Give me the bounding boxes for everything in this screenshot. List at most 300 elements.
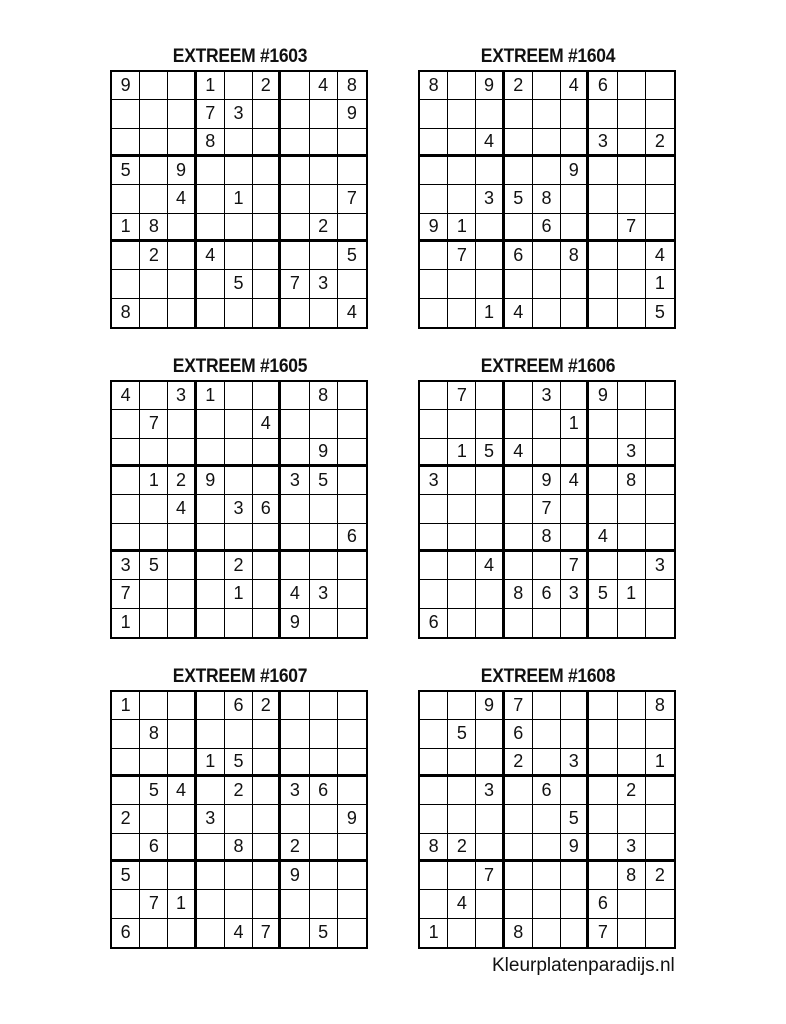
sudoku-cell — [310, 299, 338, 327]
sudoku-cell — [646, 72, 674, 100]
sudoku-cell — [338, 382, 366, 410]
sudoku-cell — [533, 919, 561, 947]
sudoku-cell — [338, 919, 366, 947]
sudoku-cell — [618, 609, 646, 637]
sudoku-cell — [476, 467, 504, 495]
sudoku-cell — [448, 609, 476, 637]
sudoku-cell — [112, 890, 140, 918]
sudoku-cell: 2 — [618, 777, 646, 805]
puzzle-1603 — [110, 44, 370, 329]
sudoku-cell — [646, 609, 674, 637]
sudoku-cell — [140, 270, 168, 298]
sudoku-cell: 5 — [225, 749, 253, 777]
sudoku-cell: 1 — [646, 270, 674, 298]
sudoku-cell — [420, 862, 448, 890]
sudoku-cell: 6 — [338, 524, 366, 552]
sudoku-cell — [281, 805, 309, 833]
sudoku-cell — [197, 270, 225, 298]
sudoku-cell — [561, 214, 589, 242]
sudoku-cell — [618, 100, 646, 128]
sudoku-cell — [197, 777, 225, 805]
sudoku-cell: 5 — [112, 157, 140, 185]
sudoku-cell — [310, 805, 338, 833]
sudoku-cell — [253, 129, 281, 157]
sudoku-cell: 1 — [225, 185, 253, 213]
sudoku-cell — [338, 495, 366, 523]
puzzle-title: EXTREEM #1608 — [480, 666, 616, 687]
sudoku-cell — [618, 242, 646, 270]
sudoku-cell — [253, 524, 281, 552]
sudoku-cell — [476, 890, 504, 918]
sudoku-cell — [618, 495, 646, 523]
sudoku-cell: 8 — [140, 214, 168, 242]
sudoku-cell — [420, 552, 448, 580]
sudoku-cell: 1 — [197, 72, 225, 100]
sudoku-cell — [448, 467, 476, 495]
sudoku-cell — [533, 720, 561, 748]
sudoku-cell — [168, 129, 196, 157]
sudoku-cell — [533, 129, 561, 157]
sudoku-cell: 9 — [168, 157, 196, 185]
sudoku-cell: 4 — [476, 552, 504, 580]
sudoku-cell — [112, 439, 140, 467]
sudoku-cell — [140, 805, 168, 833]
sudoku-cell — [420, 692, 448, 720]
sudoku-cell — [618, 157, 646, 185]
sudoku-cell — [561, 524, 589, 552]
sudoku-cell — [533, 692, 561, 720]
sudoku-cell: 3 — [225, 100, 253, 128]
sudoku-cell: 3 — [281, 777, 309, 805]
sudoku-cell — [505, 552, 533, 580]
sudoku-cell: 1 — [112, 609, 140, 637]
sudoku-cell — [589, 410, 617, 438]
sudoku-cell — [589, 609, 617, 637]
sudoku-cell — [225, 157, 253, 185]
sudoku-cell — [168, 242, 196, 270]
sudoku-cell: 9 — [476, 72, 504, 100]
sudoku-cell: 9 — [476, 692, 504, 720]
sudoku-cell: 2 — [253, 692, 281, 720]
sudoku-cell: 4 — [589, 524, 617, 552]
sudoku-cell — [112, 834, 140, 862]
sudoku-cell — [253, 185, 281, 213]
puzzle-title: EXTREEM #1606 — [480, 356, 616, 377]
sudoku-cell — [618, 72, 646, 100]
sudoku-cell — [476, 749, 504, 777]
sudoku-cell — [281, 242, 309, 270]
sudoku-cell: 4 — [476, 129, 504, 157]
sudoku-cell: 9 — [589, 382, 617, 410]
sudoku-cell — [448, 299, 476, 327]
sudoku-cell — [338, 862, 366, 890]
sudoku-cell: 7 — [618, 214, 646, 242]
puzzle-1605 — [110, 354, 370, 639]
sudoku-cell: 6 — [253, 495, 281, 523]
sudoku-cell — [140, 919, 168, 947]
sudoku-cell — [281, 100, 309, 128]
puzzle-title: EXTREEM #1604 — [480, 46, 616, 67]
sudoku-cell: 5 — [654, 302, 665, 323]
sudoku-cell — [646, 580, 674, 608]
sudoku-cell: 7 — [281, 270, 309, 298]
sudoku-cell: 4 — [197, 242, 225, 270]
sudoku-cell: 4 — [561, 467, 589, 495]
sudoku-cell — [505, 129, 533, 157]
sudoku-cell: 1 — [112, 692, 140, 720]
sudoku-cell — [533, 270, 561, 298]
sudoku-cell: 4 — [310, 72, 338, 100]
sudoku-cell — [197, 185, 225, 213]
sudoku-cell — [589, 299, 617, 327]
sudoku-cell — [420, 299, 448, 327]
sudoku-grid — [110, 690, 368, 949]
sudoku-cell — [561, 299, 589, 327]
sudoku-cell — [253, 157, 281, 185]
sudoku-cell — [589, 720, 617, 748]
sudoku-cell — [197, 580, 225, 608]
sudoku-cell — [505, 270, 533, 298]
sudoku-cell: 8 — [533, 524, 561, 552]
sudoku-cell — [197, 495, 225, 523]
sudoku-cell: 6 — [533, 580, 561, 608]
sudoku-cell: 7 — [140, 410, 168, 438]
sudoku-cell — [168, 749, 196, 777]
sudoku-cell: 7 — [448, 242, 476, 270]
sudoku-cell — [197, 524, 225, 552]
sudoku-cell — [420, 129, 448, 157]
sudoku-cell — [561, 100, 589, 128]
sudoku-cell: 4 — [225, 919, 253, 947]
sudoku-cell — [476, 720, 504, 748]
sudoku-cell — [420, 100, 448, 128]
sudoku-cell — [646, 919, 674, 947]
sudoku-cell — [561, 382, 589, 410]
sudoku-cell — [589, 439, 617, 467]
sudoku-cell — [168, 805, 196, 833]
sudoku-cell: 6 — [533, 214, 561, 242]
sudoku-cell: 8 — [420, 72, 448, 100]
sudoku-cell — [533, 72, 561, 100]
sudoku-cell — [253, 439, 281, 467]
sudoku-cell — [448, 580, 476, 608]
sudoku-cell: 1 — [197, 382, 225, 410]
sudoku-cell — [310, 609, 338, 637]
sudoku-cell: 9 — [338, 805, 366, 833]
sudoku-cell — [168, 72, 196, 100]
sudoku-cell: 2 — [448, 834, 476, 862]
sudoku-cell: 8 — [140, 720, 168, 748]
sudoku-cell: 9 — [338, 100, 366, 128]
sudoku-cell — [420, 242, 448, 270]
sudoku-cell — [589, 749, 617, 777]
sudoku-cell — [168, 439, 196, 467]
sudoku-cell — [448, 495, 476, 523]
sudoku-cell — [281, 552, 309, 580]
sudoku-cell: 1 — [448, 439, 476, 467]
sudoku-cell — [505, 495, 533, 523]
sudoku-cell: 7 — [112, 580, 140, 608]
sudoku-cell: 3 — [476, 185, 504, 213]
sudoku-cell — [505, 382, 533, 410]
sudoku-cell — [589, 777, 617, 805]
sudoku-cell — [197, 439, 225, 467]
puzzle-title: EXTREEM #1607 — [172, 666, 308, 687]
sudoku-cell — [618, 299, 646, 327]
sudoku-cell — [476, 410, 504, 438]
sudoku-cell — [168, 862, 196, 890]
sudoku-grid — [418, 380, 676, 639]
sudoku-cell — [253, 720, 281, 748]
sudoku-cell — [646, 834, 674, 862]
sudoku-cell — [281, 692, 309, 720]
sudoku-cell — [505, 524, 533, 552]
sudoku-cell — [561, 777, 589, 805]
sudoku-cell — [646, 439, 674, 467]
sudoku-cell — [281, 720, 309, 748]
sudoku-cell — [253, 214, 281, 242]
sudoku-cell — [561, 919, 589, 947]
sudoku-cell — [646, 467, 674, 495]
sudoku-cell — [420, 439, 448, 467]
sudoku-cell — [253, 777, 281, 805]
sudoku-cell — [197, 890, 225, 918]
sudoku-cell — [448, 919, 476, 947]
sudoku-cell: 7 — [505, 692, 533, 720]
sudoku-cell: 9 — [420, 214, 448, 242]
sudoku-cell: 6 — [420, 609, 448, 637]
sudoku-cell — [589, 242, 617, 270]
sudoku-cell — [338, 129, 366, 157]
sudoku-cell — [448, 72, 476, 100]
sudoku-cell — [618, 185, 646, 213]
sudoku-grid — [110, 380, 368, 639]
sudoku-cell — [448, 862, 476, 890]
sudoku-cell — [505, 467, 533, 495]
sudoku-cell — [197, 609, 225, 637]
sudoku-cell — [338, 552, 366, 580]
sudoku-cell — [197, 157, 225, 185]
sudoku-cell — [420, 720, 448, 748]
sudoku-cell — [225, 805, 253, 833]
sudoku-cell: 1 — [420, 919, 448, 947]
sudoku-cell: 1 — [112, 214, 140, 242]
sudoku-cell: 6 — [225, 692, 253, 720]
sudoku-cell — [533, 299, 561, 327]
sudoku-cell — [338, 157, 366, 185]
sudoku-cell — [618, 410, 646, 438]
sudoku-cell — [168, 524, 196, 552]
sudoku-cell — [225, 214, 253, 242]
sudoku-cell — [420, 270, 448, 298]
sudoku-cell — [589, 157, 617, 185]
sudoku-cell: 3 — [310, 580, 338, 608]
sudoku-cell — [140, 439, 168, 467]
sudoku-cell — [589, 100, 617, 128]
sudoku-cell: 4 — [168, 495, 196, 523]
sudoku-cell — [561, 129, 589, 157]
sudoku-cell — [646, 185, 674, 213]
sudoku-cell — [310, 185, 338, 213]
sudoku-cell: 7 — [561, 552, 589, 580]
sudoku-cell — [646, 720, 674, 748]
sudoku-cell — [140, 72, 168, 100]
sudoku-cell: 3 — [420, 467, 448, 495]
sudoku-cell: 2 — [225, 777, 253, 805]
sudoku-cell — [618, 524, 646, 552]
sudoku-cell: 3 — [561, 580, 589, 608]
sudoku-cell — [281, 382, 309, 410]
sudoku-cell — [646, 495, 674, 523]
sudoku-cell: 4 — [168, 777, 196, 805]
sudoku-cell — [140, 749, 168, 777]
sudoku-cell — [225, 524, 253, 552]
sudoku-cell — [253, 299, 281, 327]
puzzle-1604 — [418, 44, 678, 329]
sudoku-cell: 9 — [561, 157, 589, 185]
sudoku-cell — [505, 805, 533, 833]
sudoku-cell: 8 — [112, 299, 140, 327]
sudoku-cell: 5 — [112, 862, 140, 890]
sudoku-cell — [281, 439, 309, 467]
sudoku-cell — [448, 157, 476, 185]
sudoku-cell — [140, 129, 168, 157]
sudoku-cell — [618, 919, 646, 947]
sudoku-cell: 6 — [112, 919, 140, 947]
sudoku-cell — [533, 100, 561, 128]
sudoku-cell — [476, 524, 504, 552]
sudoku-cell — [197, 862, 225, 890]
sudoku-cell — [310, 552, 338, 580]
sudoku-cell — [533, 157, 561, 185]
sudoku-cell — [310, 100, 338, 128]
sudoku-cell — [168, 720, 196, 748]
sudoku-cell — [618, 129, 646, 157]
sudoku-cell — [281, 214, 309, 242]
sudoku-cell — [253, 242, 281, 270]
sudoku-cell: 5 — [338, 242, 366, 270]
sudoku-cell — [561, 720, 589, 748]
sudoku-cell: 6 — [505, 242, 533, 270]
sudoku-cell — [533, 410, 561, 438]
sudoku-cell — [505, 834, 533, 862]
sudoku-cell — [448, 552, 476, 580]
puzzle-1608 — [418, 664, 678, 949]
sudoku-cell: 3 — [561, 749, 589, 777]
sudoku-cell — [533, 749, 561, 777]
sudoku-grid — [110, 70, 368, 329]
sudoku-cell — [618, 692, 646, 720]
sudoku-cell — [281, 890, 309, 918]
sudoku-cell — [589, 834, 617, 862]
sudoku-cell — [338, 214, 366, 242]
sudoku-cell — [281, 524, 309, 552]
sudoku-cell: 3 — [310, 270, 338, 298]
sudoku-cell — [140, 495, 168, 523]
sudoku-cell — [476, 580, 504, 608]
sudoku-cell — [225, 242, 253, 270]
sudoku-cell: 1 — [140, 467, 168, 495]
sudoku-cell — [448, 777, 476, 805]
sudoku-cell: 4 — [168, 185, 196, 213]
sudoku-cell — [618, 805, 646, 833]
sudoku-cell: 2 — [505, 72, 533, 100]
sudoku-cell — [476, 834, 504, 862]
sudoku-cell — [112, 100, 140, 128]
sudoku-cell — [420, 524, 448, 552]
sudoku-cell: 2 — [253, 72, 281, 100]
sudoku-cell — [140, 185, 168, 213]
sudoku-cell — [310, 749, 338, 777]
sudoku-cell — [281, 299, 309, 327]
sudoku-cell: 9 — [561, 834, 589, 862]
sudoku-cell: 8 — [225, 834, 253, 862]
sudoku-cell — [589, 185, 617, 213]
sudoku-cell — [112, 129, 140, 157]
sudoku-cell — [197, 410, 225, 438]
sudoku-cell — [168, 834, 196, 862]
puzzle-title: EXTREEM #1603 — [172, 46, 308, 67]
sudoku-cell — [253, 100, 281, 128]
sudoku-cell — [589, 692, 617, 720]
sudoku-cell: 3 — [197, 805, 225, 833]
sudoku-cell — [618, 270, 646, 298]
sudoku-cell — [168, 609, 196, 637]
sudoku-cell — [225, 862, 253, 890]
sudoku-cell: 7 — [140, 890, 168, 918]
sudoku-cell — [168, 919, 196, 947]
sudoku-cell — [112, 410, 140, 438]
sudoku-cell — [618, 382, 646, 410]
sudoku-cell: 3 — [281, 467, 309, 495]
sudoku-cell — [310, 410, 338, 438]
sudoku-cell — [618, 890, 646, 918]
sudoku-cell — [253, 805, 281, 833]
sudoku-cell — [476, 270, 504, 298]
sudoku-cell: 4 — [253, 410, 281, 438]
sudoku-cell — [225, 609, 253, 637]
sudoku-cell — [253, 382, 281, 410]
sudoku-cell — [476, 382, 504, 410]
sudoku-cell: 6 — [505, 720, 533, 748]
sudoku-cell — [561, 862, 589, 890]
sudoku-cell — [310, 862, 338, 890]
sudoku-cell: 7 — [589, 919, 617, 947]
sudoku-cell: 7 — [338, 185, 366, 213]
sudoku-cell — [253, 749, 281, 777]
site-watermark: Kleurplatenparadijs.nl — [492, 955, 675, 976]
sudoku-cell — [140, 382, 168, 410]
sudoku-cell — [225, 299, 253, 327]
sudoku-cell — [197, 919, 225, 947]
sudoku-cell — [448, 805, 476, 833]
sudoku-cell — [646, 214, 674, 242]
sudoku-cell — [140, 692, 168, 720]
sudoku-cell — [476, 157, 504, 185]
sudoku-cell: 3 — [168, 382, 196, 410]
sudoku-cell — [589, 862, 617, 890]
sudoku-cell: 1 — [561, 410, 589, 438]
sudoku-cell — [225, 439, 253, 467]
sudoku-cell — [561, 439, 589, 467]
sudoku-cell — [448, 129, 476, 157]
sudoku-cell — [476, 495, 504, 523]
sudoku-cell: 1 — [618, 580, 646, 608]
sudoku-cell: 5 — [561, 805, 589, 833]
sudoku-cell: 4 — [505, 439, 533, 467]
sudoku-cell — [589, 467, 617, 495]
sudoku-cell — [338, 834, 366, 862]
